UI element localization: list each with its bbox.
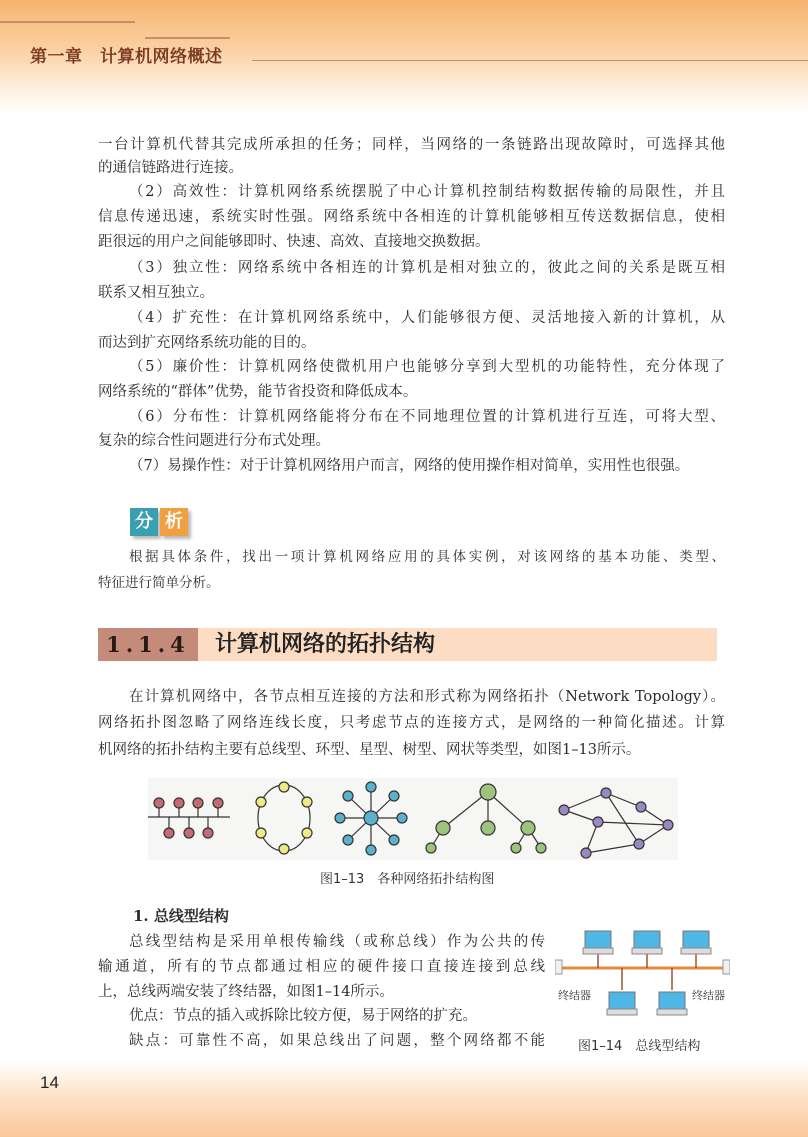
- header-decor-line: [0, 21, 135, 23]
- header-decor-line: [145, 37, 230, 39]
- text-line: （6）分布性：计算机网络能将分布在不同地理位置的计算机进行互连，可将大型、: [129, 409, 725, 425]
- text-line: 复杂的综合性问题进行分布式处理。: [98, 433, 330, 449]
- text-line: 联系又相互独立。: [98, 285, 214, 301]
- analysis-text: 根据具体条件，找出一项计算机网络应用的具体实例，对该网络的基本功能、类型、: [129, 549, 725, 565]
- intro-line: 在计算机网络中，各节点相互连接的方法和形式称为网络拓扑（Network Topology）。: [129, 689, 725, 705]
- text-line: 的通信链路进行连接。: [98, 160, 243, 176]
- terminator-label: 终结器: [558, 989, 591, 1002]
- terminator-label: 终结器: [692, 989, 725, 1002]
- page-number: 14: [40, 1073, 59, 1092]
- badge-char: 析: [160, 508, 188, 536]
- text-line: （7）易操作性：对于计算机网络用户而言，网络的使用操作相对简单，实用性也很强。: [129, 458, 690, 474]
- figure-13-caption: 图1–13 各种网络拓扑结构图: [320, 872, 495, 887]
- text-line: 输通道，所有的节点都通过相应的硬件接口直接连接到总线: [98, 959, 545, 975]
- subsection-heading: 1. 总线型结构: [133, 907, 229, 925]
- text-line: 而达到扩充网络系统功能的目的。: [98, 335, 316, 351]
- computers: [598, 950, 696, 990]
- bus-structure-figure: [555, 928, 730, 1030]
- badge-char: 分: [130, 508, 158, 536]
- analysis-text: 特征进行简单分析。: [98, 575, 220, 591]
- computer-icon: [585, 931, 709, 1009]
- text-line: （3）独立性：网络系统中各相连的计算机是相对独立的，彼此之间的关系是既互相: [129, 260, 725, 276]
- terminator-right: [723, 960, 730, 974]
- text-line: 网络系统的“群体”优势，能节省投资和降低成本。: [98, 384, 418, 400]
- text-line: （5）廉价性：计算机网络使微机用户也能够分享到大型机的功能特性，充分体现了: [129, 359, 725, 375]
- text-line: （4）扩充性：在计算机网络系统中，人们能够很方便、灵活地接入新的计算机，从: [129, 310, 725, 326]
- header-decor-line: [252, 60, 808, 61]
- terminator-left: [555, 960, 562, 974]
- analysis-badge: [130, 508, 188, 536]
- page-footer-banner: [0, 1060, 808, 1137]
- chapter-title: 第一章 计算机网络概述: [30, 47, 223, 67]
- figure-14-caption: 图1–14 总线型结构: [578, 1039, 701, 1054]
- intro-line: 机网络的拓扑结构主要有总线型、环型、星型、树型、网状等类型，如图1–13所示。: [98, 742, 641, 758]
- intro-line: 网络拓扑图忽略了网络连线长度，只考虑节点的连接方式，是网络的一种简化描述。计算: [98, 715, 725, 731]
- text-line: 一台计算机代替其完成所承担的任务；同样，当网络的一条链路出现故障时，可选择其他: [98, 137, 725, 153]
- text-line: 距很远的用户之间能够即时、快速、高效、直接地交换数据。: [98, 234, 490, 250]
- text-line: 总线型结构是采用单根传输线（或称总线）作为公共的传: [129, 934, 545, 950]
- section-heading: [98, 628, 717, 661]
- text-line: 信息传递迅速，系统实时性强。网络系统中各相连的计算机能够相互传送数据信息，使相: [98, 209, 725, 225]
- section-number: 1.1.4: [98, 628, 198, 661]
- star-topology: [335, 782, 407, 855]
- text-line: 上，总线两端安装了终结器，如图1–14所示。: [98, 984, 394, 1000]
- text-line: （2）高效性：计算机网络系统摆脱了中心计算机控制结构数据传输的局限性，并且: [129, 184, 725, 200]
- section-title: 计算机网络的拓扑结构: [215, 631, 436, 657]
- text-line: 优点：节点的插入或拆除比较方便，易于网络的扩充。: [129, 1008, 477, 1024]
- text-line: 缺点：可靠性不高，如果总线出了问题，整个网络都不能: [129, 1033, 545, 1049]
- topology-figure: [148, 778, 678, 860]
- page-header-banner: [0, 0, 808, 115]
